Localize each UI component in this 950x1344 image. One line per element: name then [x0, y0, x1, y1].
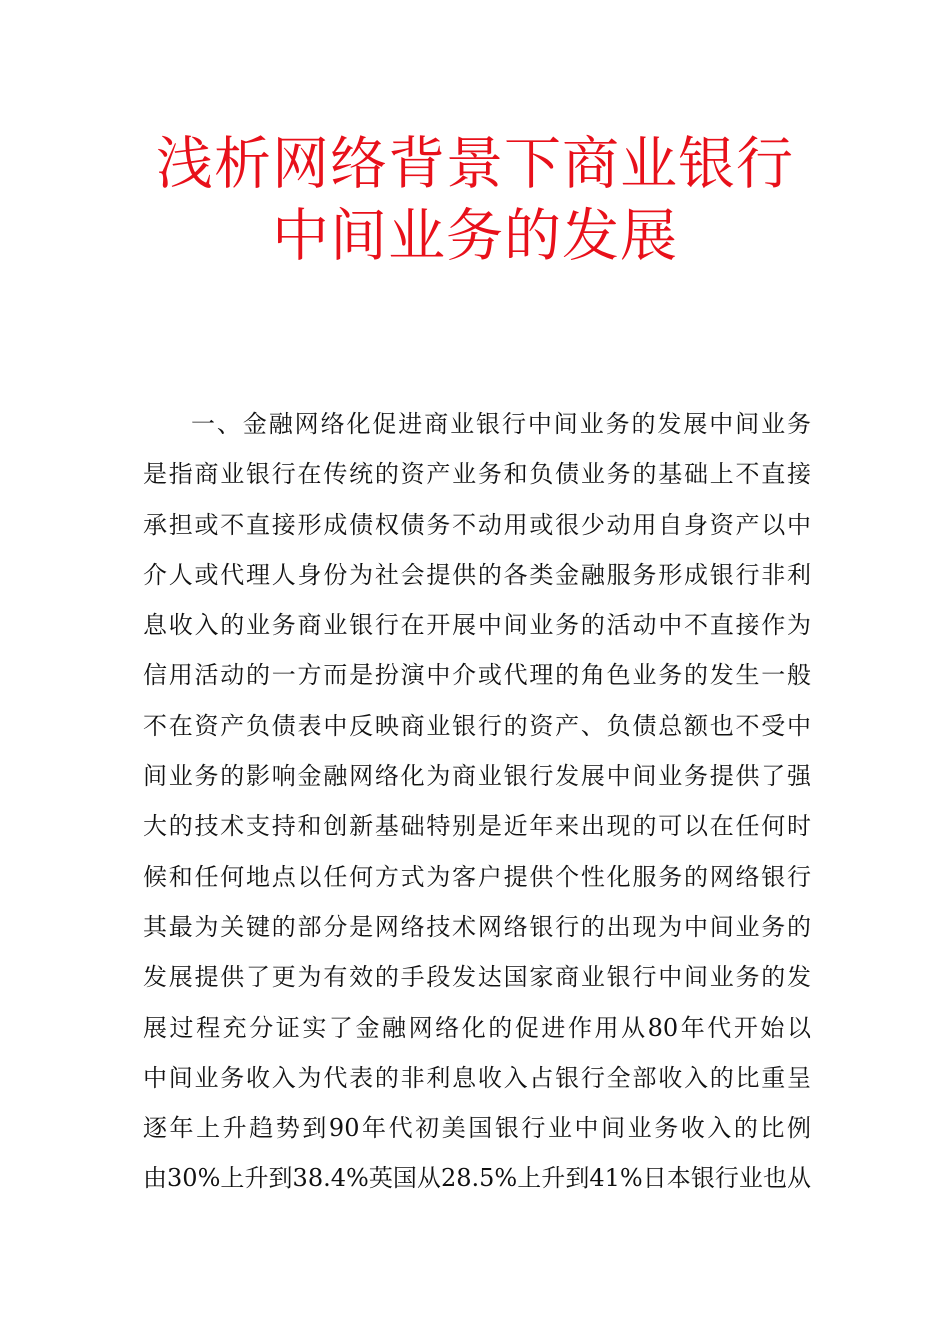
body-line: 由30%上升到38.4%英国从28.5%上升到41%日本银行业也从: [143, 1164, 811, 1193]
title-line-1: 浅析网络背景下商业银行: [156, 131, 794, 197]
body-line: 间业务的影响金融网络化为商业银行发展中间业务提供了强: [143, 762, 811, 791]
body-line: 承担或不直接形成债权债务不动用或很少动用自身资产以中: [143, 510, 811, 539]
body-paragraph: [143, 404, 811, 1209]
body-line: 候和任何地点以任何方式为客户提供个性化服务的网络银行: [143, 862, 811, 891]
body-line: 是指商业银行在传统的资产业务和负债业务的基础上不直接: [143, 460, 811, 489]
body-line: 一、金融网络化促进商业银行中间业务的发展中间业务: [191, 410, 811, 438]
body-line: 息收入的业务商业银行在开展中间业务的活动中不直接作为: [143, 611, 811, 640]
body-line: 不在资产负债表中反映商业银行的资产、负债总额也不受中: [143, 711, 811, 740]
title-line-2: 中间业务的发展: [272, 203, 678, 269]
body-line: 逐年上升趋势到90年代初美国银行业中间业务收入的比例: [143, 1114, 811, 1143]
body-line: 其最为关键的部分是网络技术网络银行的出现为中间业务的: [143, 912, 811, 941]
body-line: 介人或代理人身份为社会提供的各类金融服务形成银行非利: [143, 560, 811, 589]
body-line: 信用活动的一方而是扮演中介或代理的角色业务的发生一般: [143, 661, 811, 690]
body-line: 发展提供了更为有效的手段发达国家商业银行中间业务的发: [143, 963, 811, 992]
body-line: 大的技术支持和创新基础特别是近年来出现的可以在任何时: [143, 812, 811, 841]
body-line: 展过程充分证实了金融网络化的促进作用从80年代开始以: [143, 1013, 811, 1042]
body-line: 中间业务收入为代表的非利息收入占银行全部收入的比重呈: [143, 1063, 811, 1092]
document-title: [0, 128, 950, 272]
